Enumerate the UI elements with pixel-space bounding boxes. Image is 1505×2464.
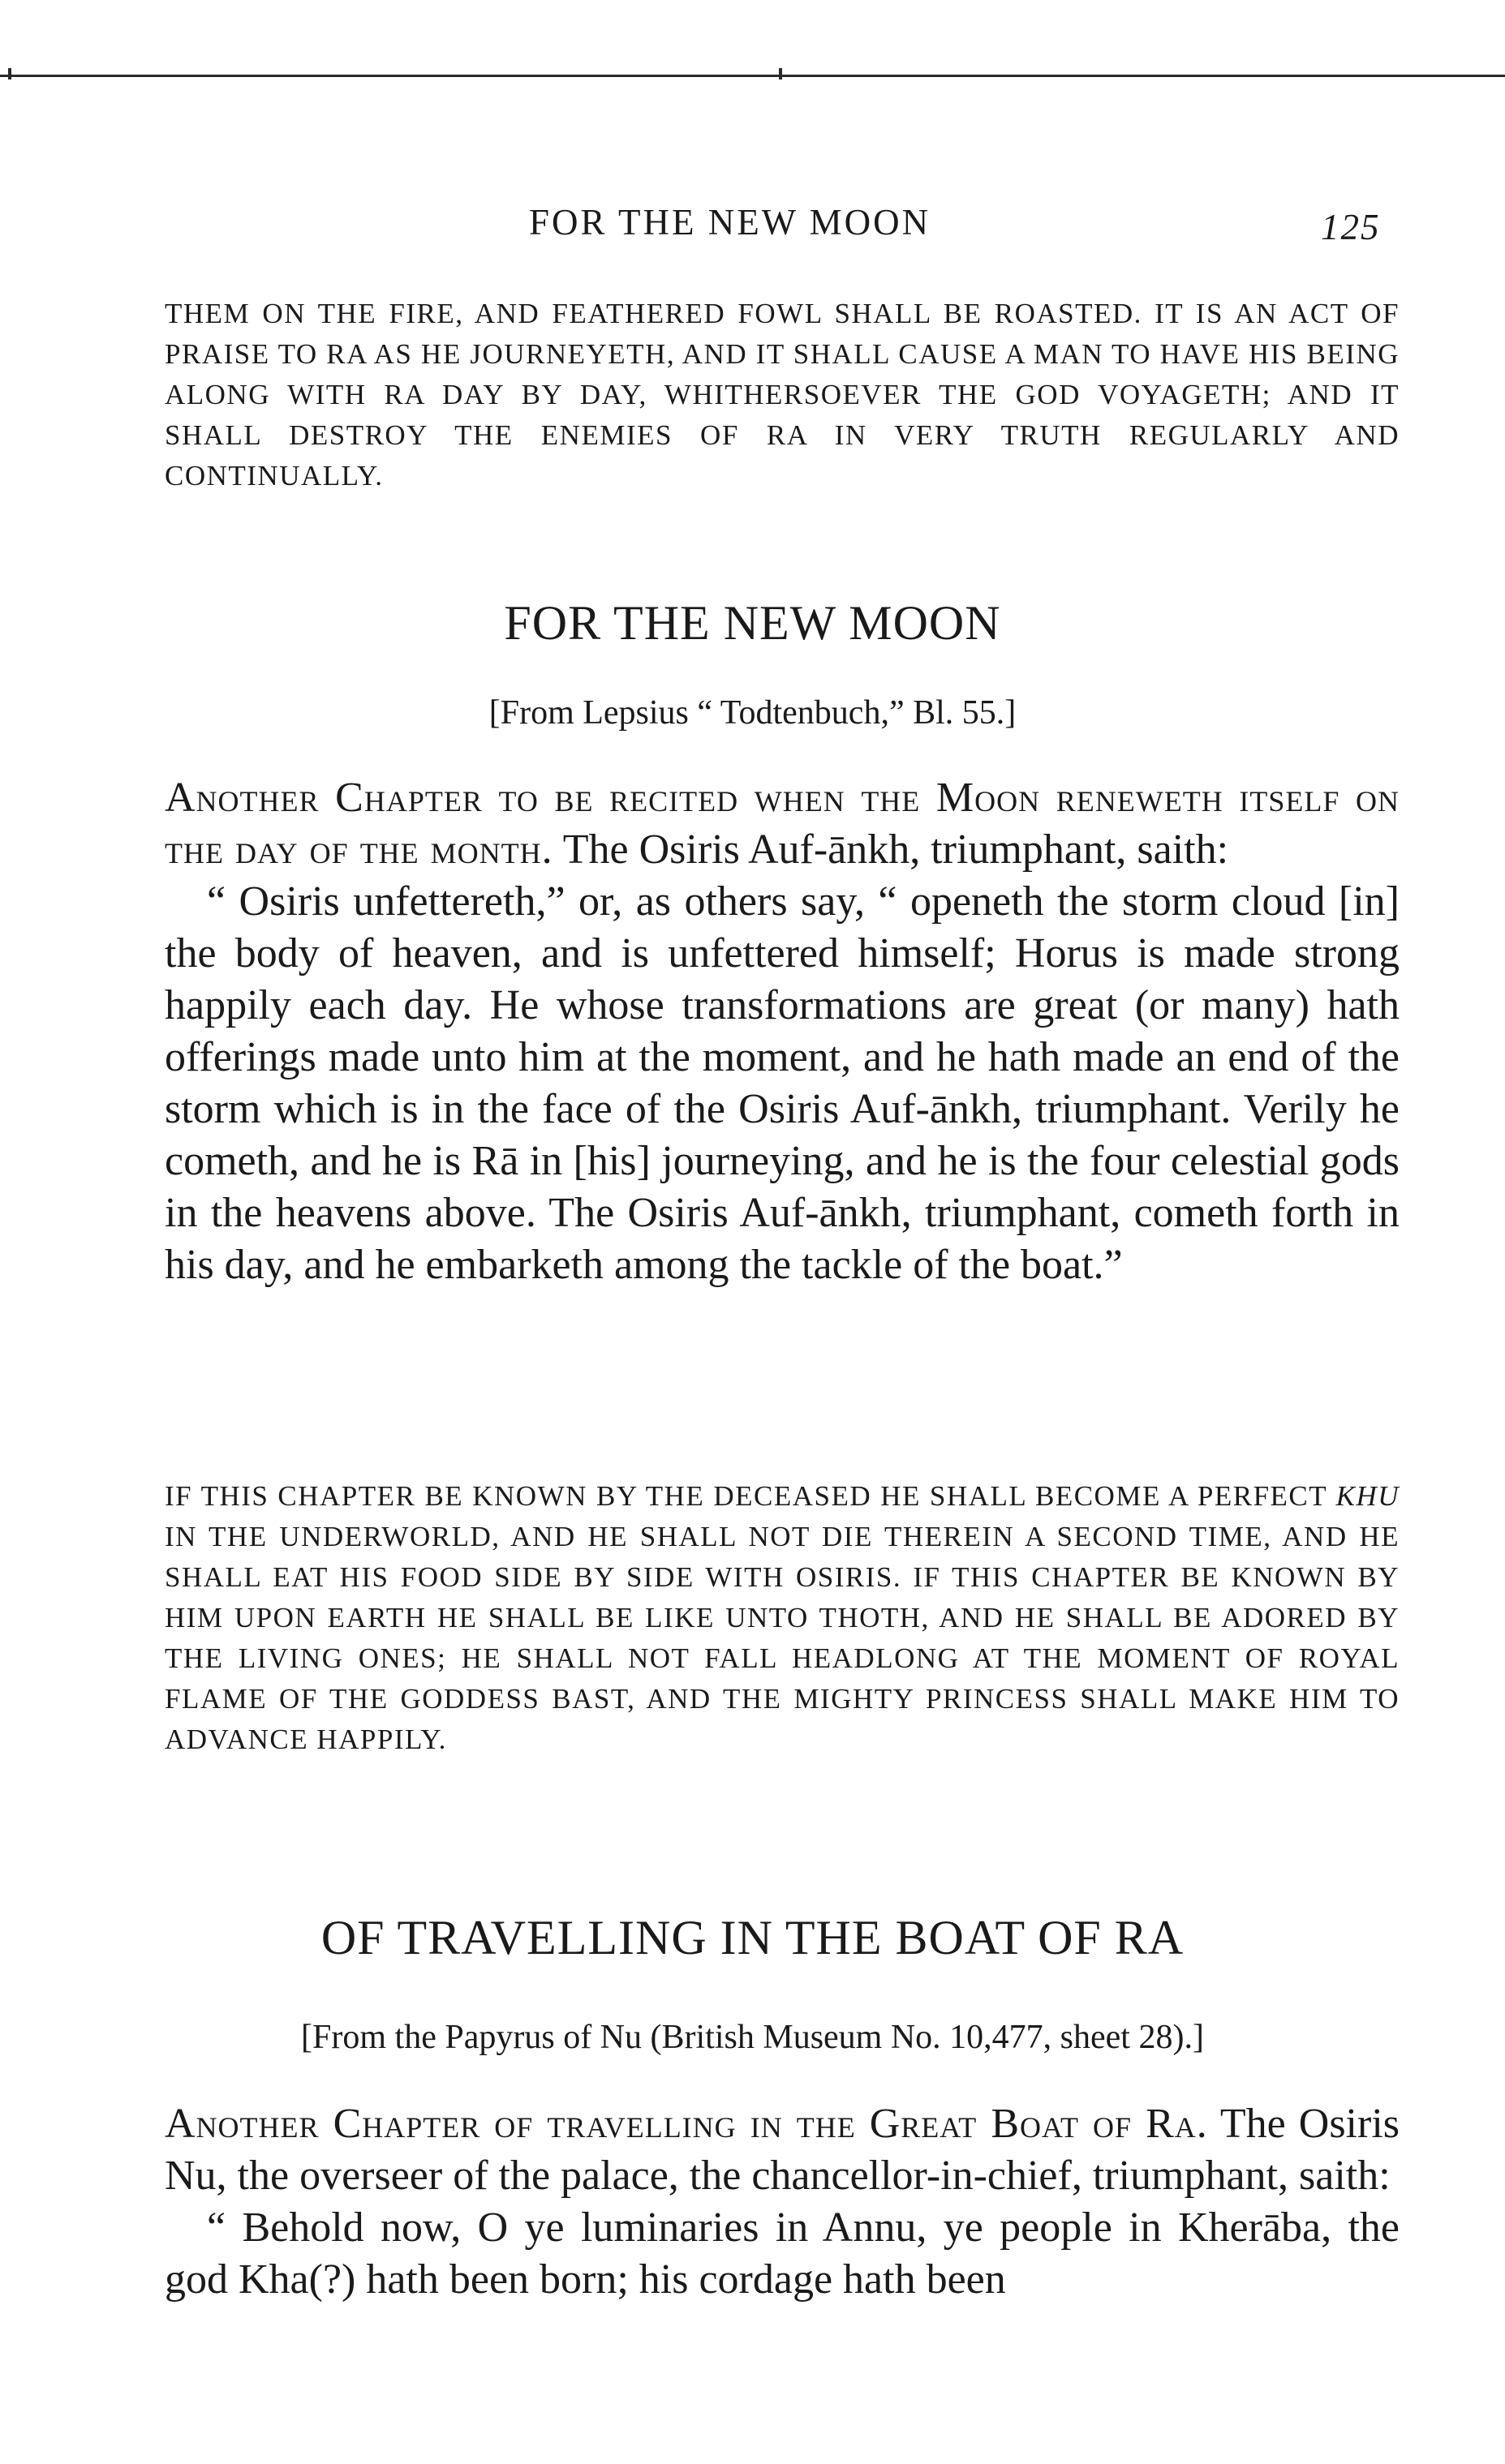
chapter-body-new-moon [165,772,1400,1291]
chapter-opening-caps: Another Chapter of travelling in the Great Boat of Ra. [165,2101,1208,2147]
chapter-opening-rest: The Osiris Nu, the overseer of the palace, the chancellor-in-chief, triumphant, saith: [165,2101,1400,2199]
rubric-text: IF THIS CHAPTER BE KNOWN BY THE DECEASED HE SHALL BECOME A PERFECT [165,1480,1336,1512]
section-title-new-moon: FOR THE NEW MOON [504,596,1001,650]
chapter-speech: “ Osiris unfettereth,” or, as others say, “ openeth the storm cloud [in] the body of heaven, and is unfettered himself; Horus is made strong happily each day. He whose transformations are great (or many) hath offerings made unto him at the moment, and he hath made an end of the storm which is in the face of the Osiris Auf-ānkh, triumphant. Verily he cometh, and he is Rā in [his] journeying, and he is the four celestial gods in the heavens above. The Osiris Auf-ānkh, triumphant, cometh forth in his day, and he embarketh among the tackle of the boat.” [165,878,1400,1288]
chapter-opening-rest: The Osiris Auf-ānkh, triumphant, saith: [553,826,1229,873]
page-header [0,201,1505,250]
page-number: 125 [1321,207,1381,247]
ink-mark [8,68,11,79]
top-rule [0,75,1505,77]
rubric-text-continued: IN THE UNDERWORLD, AND HE SHALL NOT DIE THEREIN A SECOND TIME, AND HE SHALL EAT HIS FOOD SIDE BY SIDE WITH OSIRIS. IF THIS CHAPTER BE KNOWN BY HIM UPON EARTH HE SHALL BE LIKE UNTO THOTH, AND HE SHALL BE ADORED BY THE LIVING ONES; HE SHALL NOT FALL HEADLONG AT THE MOMENT OF ROYAL FLAME OF THE GODDESS BAST, AND THE MIGHTY PRINCESS SHALL MAKE HIM TO ADVANCE HAPPILY. [165,1521,1400,1755]
chapter-opening [165,2098,1400,2202]
closing-rubric [165,1476,1400,1760]
ink-mark [779,68,782,79]
running-head: FOR THE NEW MOON [529,202,931,243]
chapter-body-boat-of-ra [165,2098,1400,2306]
intro-rubric: THEM ON THE FIRE, AND FEATHERED FOWL SHALL BE ROASTED. IT IS AN ACT OF PRAISE TO RA AS HE JOURNEYETH, AND IT SHALL CAUSE A MAN TO HAVE HIS BEING ALONG WITH RA DAY BY DAY, WHITHERSOEVER THE GOD VOYAGETH; AND IT SHALL DESTROY THE ENEMIES OF RA IN VERY TRUTH REGULARLY AND CONTINUALLY. [165,298,1400,492]
rubric-khu: KHU [1335,1480,1400,1512]
source-note-lepsius: [From Lepsius “ Todtenbuch,” Bl. 55.] [488,694,1017,732]
section-title-boat-of-ra: OF TRAVELLING IN THE BOAT OF RA [320,1911,1185,1964]
chapter-opening [165,772,1400,876]
chapter-opening-caps: Another Chapter to be recited when the Moon reneweth itself on the day of the month. [165,775,1400,873]
source-note-papyrus-nu: [From the Papyrus of Nu (British Museum No. 10,477, sheet 28).] [301,2019,1204,2056]
chapter-speech: “ Behold now, O ye luminaries in Annu, ye people in Kherāba, the god Kha(?) hath been born; his cordage hath been [165,2204,1400,2303]
